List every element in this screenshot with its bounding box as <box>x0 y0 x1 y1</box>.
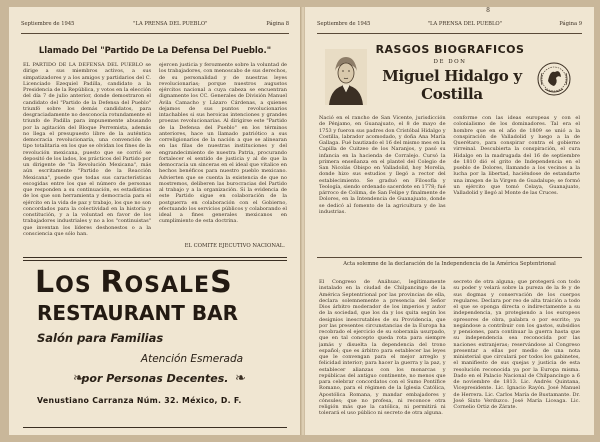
article-title: Llamado Del "Partido De La Defensa Del Pueblo." <box>38 45 272 55</box>
left-flourish-icon: ❧ <box>73 371 84 386</box>
article-signature: EL COMITE EJECUTIVO NACIONAL. <box>184 243 285 249</box>
ad-subtitle: RESTAURANT BAR <box>37 301 239 325</box>
header-rule <box>21 33 289 34</box>
running-header <box>21 21 289 31</box>
act-column-2: secreto de otra alguna; que protegerá con todo su poder y velará sobre la pureza de la fe y de sus dogmas y conservación de los cuerpos regulares. Declara por reo de alta traición a todo el que se oponga directa o indirectamente a su independencia, ya protegiendo a los europeos opresores de obra, palabra o por escrito; ya negándose a contribuir con los gastos, subsidios y pensiones, para continuar la guerra hasta que su independencia sea reconocida por las naciones extranjeras; reservándose al Congreso presentar a ellas por medio de una nota ministerial que circulará por todos los gabinetes, el manifiesto de sus quejas y justicia de esta resolución reconocida ya por la Europa misma. Dado en el Palacio Nacional de Chilpancingo a 6 de noviembre de 1813. Lic. Andrés Quintana, Vicepresidente. Lic. Ignacio Rayón. José Manuel de Herrera. Lic. Carlos María de Bustamante. Dr. José Sixto Verduzco. José María Liceaga. Lic. Cornelio Ortiz de Zárate. <box>453 279 580 410</box>
left-page <box>9 7 301 435</box>
bio-title: RASGOS BIOGRAFICOS <box>375 43 525 56</box>
act-column-1: El Congreso de Anáhuac, legítimamente instalado en la ciudad de Chilpancingo de la América Septentrional por las provincias de ella, declara solemnemente a presencia del Señor Dios árbitro moderador de los imperios y autor de la sociedad, que los da y los quita según los designios inescrutables de su Providencia, que por las presentes circunstancias de la Europa ha recobrado el ejercicio de su soberanía usurpado, que en tal concepto queda rota para siempre jamás y disuelta la dependencia del trono español; que es árbitro para establecer las leyes que le convengan para el mejor arreglo y felicidad interior; para hacer la guerra y la paz, y establecer alianzas con los monarcas y repúblicas del antiguo continente, no menos que para celebrar concordatos con el Sumo Pontífice Romano, para el régimen de la Iglesia Católica, Apostólica Romana, y mandar embajadores y cónsules; que no profesa, ni reconoce otra religión más que la católica, ni permitirá ni tolerará el uso público ni secreto de otra alguna. <box>319 279 446 417</box>
ad-address: Venustiano Carranza Núm. 32. México, D. F. <box>37 396 242 405</box>
header-paper-name: "LA PRENSA DEL PUEBLO" <box>133 21 208 27</box>
ad-bottom-border <box>23 427 287 428</box>
article-body <box>23 62 287 242</box>
right-flourish-icon: ❧ <box>235 371 246 386</box>
biography-column-1: Nació en el rancho de San Vicente, jurisdicción de Pénjamo, en Guanajuato, el 8 de mayo de 1753 y fueron sus padres don Cristóbal Hidalgo y Costilla, labrador acomodado, y doña Ana María Gallaga. Fué bautizado el 16 del mismo mes en la Capilla de Cuitzeo de los Naranjos, y pasó su infancia en la hacienda de Corralejo. Cursó la primera enseñanza en el plantel del Colegio de San Nicolás Obispo en Valladolid, hoy Morelia, donde hizo sus estudios y llegó a rector del establecimiento. Se graduó en Filosofía y Teología, siendo ordenado sacerdote en 1778; fué párroco de Colima, de San Felipe y finalmente de Dolores, en la Intendencia de Guanajuato, donde se dedicó al fomento de la agricultura y de las industrias. <box>319 115 446 215</box>
handwritten-page-number: 8 <box>486 7 490 14</box>
mexican-eagle-seal-icon <box>533 51 575 107</box>
running-header <box>317 21 582 31</box>
ad-attention-text: Atención Esmerada <box>140 353 244 365</box>
ad-name-initial-2: R <box>100 265 125 300</box>
ad-top-border <box>23 257 287 261</box>
act-caption: Acta solemne de la declaración de la Independencia de la América Septentrional <box>343 261 556 267</box>
act-body <box>319 279 580 429</box>
ad-name-part-2: OSALE <box>124 273 211 298</box>
header-page-number: Página 9 <box>559 21 582 27</box>
header-date: Septiembre de 1945 <box>21 21 75 27</box>
ad-business-name <box>35 265 233 300</box>
ad-name-part-1: OS <box>55 273 101 298</box>
article-column-2: ejercen justicia y ferozmente sobre la voluntad de los trabajadores, con menoscabo de sus derechos, de su personalidad y de nuestras leyes revolucionarias; porque nuestros augustos ejércitos nacional a cuya cabeza se encuentran dignamente los CC. Generales de División Manuel Ávila Camacho y Lázaro Cárdenas, a quienes dejamos de sus puntos revolucionarios intachables si sus heroicas intenciones y grandes proezas revolucionarias. Al dirigirse este "Partido de la Defensa del Pueblo" en los términos anteriores, hace un llamado patriótico a sus correligionarios de la nación a que se alinearan en las filas de nuestras instituciones y del engrandecimiento de nuestra Patria, procurando fortalecer el sentido de justicia y al de que la democracia un sinceras en el ideal que vitalice en hechos benéficos para nuestro pueblo mexicano. Advierten que se cuenta la existencia de que no mostremos, deliberen las burocracias del Partido al trabajo y a la organización. Si la evidencia de este Partido sigue en colaboración de la postguerra en colaboración con el Gobierno, efectuando los servicios públicos y colaborando el ideal a fines generales mexicanos en cumplimiento de esta doctrina. <box>158 62 287 225</box>
header-paper-name: "LA PRENSA DEL PUEBLO" <box>427 21 503 27</box>
ad-decency-text: por Personas Decentes. <box>81 372 229 385</box>
bio-title-connector: DE DON <box>433 59 467 65</box>
bio-subject-name: Miguel Hidalgo y Costilla <box>382 67 522 103</box>
ad-name-initial-1: L <box>35 265 56 300</box>
header-date: Septiembre de 1945 <box>317 21 371 27</box>
hidalgo-portrait-icon <box>325 49 367 105</box>
section-rule <box>317 257 582 258</box>
ad-salon-text: Salón para Familias <box>37 331 164 345</box>
restaurant-advertisement <box>23 257 287 433</box>
header-page-number: Página 8 <box>266 21 289 27</box>
biography-body <box>319 115 580 255</box>
biography-column-2: conforme con las ideas europeas y con el colonialismo de los dominadores. Tal era el hombre que en el año de 1809 se unió a la conspiración de Valladolid y luego a la de Querétaro, para conspirar contra el gobierno virreinal. Descubierta la conspiración, el cura Hidalgo en la madrugada del 16 de septiembre de 1810 dió el grito de Independencia en el pueblo de Dolores, llamando a los vecinos a la lucha por la libertad, haciéndose de estandarte una imagen de la Virgen de Guadalupe; se formó un ejército que tomó Celaya, Guanajuato, Valladolid y llegó al Monte de las Cruces. <box>453 115 580 196</box>
ad-name-initial-3: S <box>210 265 233 300</box>
article-column-1: EL PARTIDO DE LA DEFENSA DEL PUEBLO se dirige a sus miembros activos, a sus simpatizadores y a los amigos y partidarios del C. Licenciado Ezequiel Padilla, candidato a la Presidencia de la República, y votos en la elección del día 7 de julio anterior, donde demostraron el candidato del "Partido de la Defensa del Pueblo" triunfó sobre los demás candidatos, para desgraciadamente no desconocía rotundamente el triunfo de Padilla para impunemente abusando por la agitación del Bloque Perremista, además no llega el presupuesto libre de la auténtica democracia revolucionaria, una convención de tipo totalitaria en los que se olvidan los fines de la revolución mexicana, puesto que se corrió se depositó de los lados, los prácticos del Partido por un dirigente de "la Revolución Mexicana", más aún escritamente "Partido de la Reacción Mexicana", puede que todas sus características escogidas entre los que el número de personas que responden a su continuación, es estadísticas de los que son herramienta y democracia para el ejército en la vida de paz y trabajo, los que no son concordados para la colectividad en la historia y constitución, y a la voluntad en favor de los trabajadores industriales y no a los "continuistas" que inventan los líderes deshonestos o a la consciencia que sólo han. <box>23 62 152 237</box>
right-page <box>305 7 594 435</box>
header-rule <box>317 33 582 34</box>
